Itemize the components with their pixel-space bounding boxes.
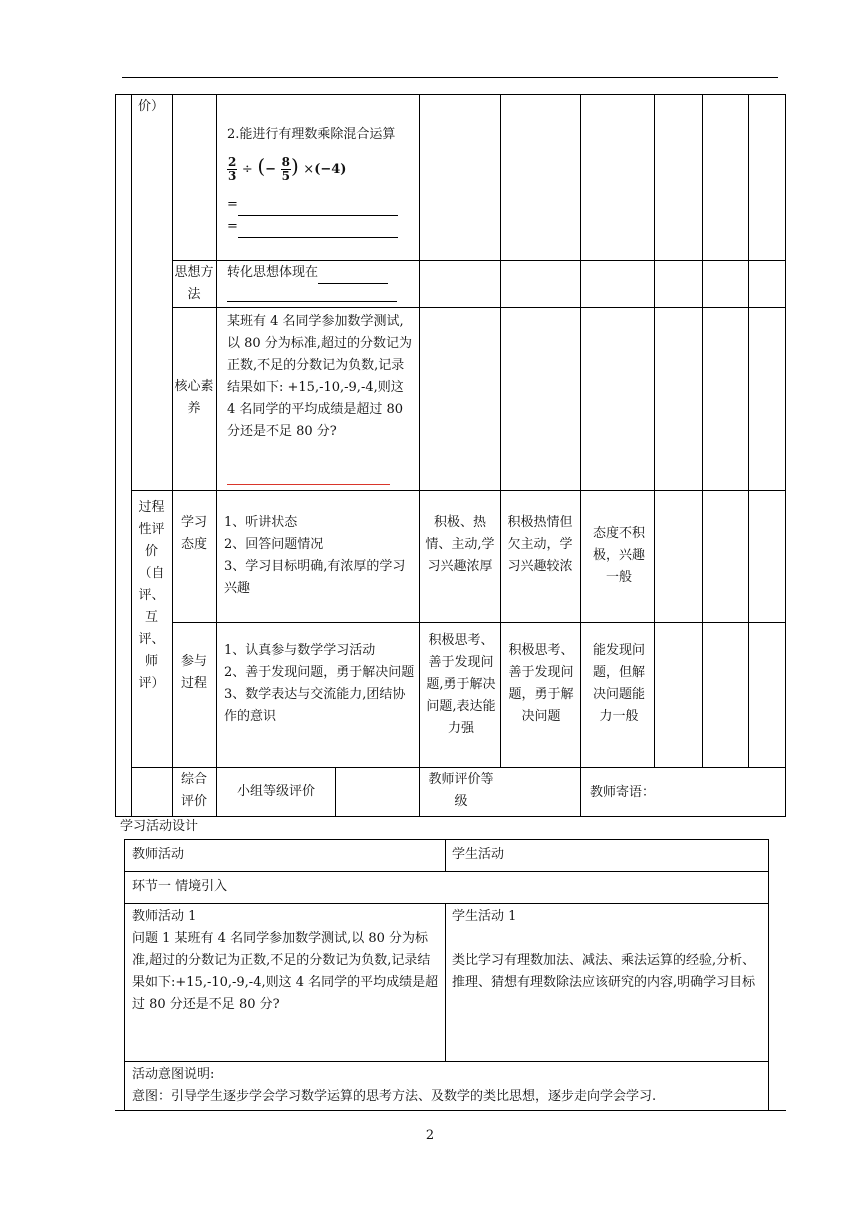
row5-content: 1、认真参与数学学习活动 2、善于发现问题，勇于解决问题 3、数学表达与交流能力,团结协作的意识 [224,643,415,724]
teacher-activity-title: 教师活动 1 [132,909,197,924]
student-activity-text: 类比学习有理数加法、减法、乘法运算的经验,分析、推理、猜想有理数除法应该研究的内容,明确学习目标 [452,953,756,990]
teacher-activity-text: 问题 1 某班有 4 名同学参加数学测试,以 80 分为标准,超过的分数记为正数,不足的分数记为负数,记录结果如下:+15,-10,-9,-4,则这 4 名同学的平均成绩是超过 80 分还是不足 80 分? [132,931,439,1012]
row3-answer-line [227,484,390,485]
student-activity-title: 学生活动 1 [452,909,517,924]
process-eval-label: 过程性评价（自评、互评、师评） [138,500,165,691]
intent-title: 活动意图说明: [132,1067,215,1082]
header-rule [122,77,778,78]
row4-content: 1、听讲状态 2、回答问题情况 3、学习目标明确,有浓厚的学习兴趣 [224,515,406,596]
row1-line1: 2.能进行有理数乘除混合运算 [227,127,396,142]
page-number: 2 [425,1128,435,1143]
label-overall: 综合评价 [180,772,207,809]
label-learning-attitude: 学习态度 [180,515,207,552]
row4-level-a: 积极、热情、主动,学习兴趣浓厚 [425,515,495,574]
label-participation: 参与过程 [180,654,207,691]
label-thinking-method: 思想方法 [174,265,214,302]
answer-line-1: = [227,194,398,216]
teacher-grade-label: 教师评价等级 [428,772,494,809]
row3-content: 某班有 4 名同学参加数学测试,以 80 分为标准,超过的分数记为正数,不足的分数记为负数,记录结果如下: +15,-10,-9,-4,则这 4 名同学的平均成绩是超过 80 分还是不足 80 分? [227,314,412,439]
col-student-header: 学生活动 [452,847,505,862]
math-expression: $\frac{2}{3}$ ÷ (− $\frac{8}{5}$ ) ×(−4) [228,154,347,183]
row5-level-b: 积极思考、善于发现问题，勇于解决问题 [508,643,574,724]
row2-content: 转化思想体现在 [227,262,412,284]
row4-level-b: 积极热情但欠主动，学习兴趣较浓 [507,515,573,574]
row2-blank-line [227,301,397,302]
teacher-message-label: 教师寄语： [590,785,656,800]
stage-1-title: 环节一 情境引入 [132,879,228,894]
group-grade-label: 小组等级评价 [236,784,315,799]
activity-section-title: 学习活动设计 [120,819,199,834]
row5-level-c: 能发现问题，但解决问题能力一般 [592,643,645,724]
label-core-literacy: 核心素养 [174,379,214,416]
row4-level-c: 态度不积极，兴趣一般 [592,526,645,585]
col-teacher-header: 教师活动 [132,847,185,862]
intent-text: 意图：引导学生逐步学会学习数学运算的思考方法、及数学的类比思想，逐步走向学会学习. [132,1089,657,1104]
row1-left-label: 价） [138,99,165,114]
answer-line-2: = [227,216,398,238]
row5-level-a: 积极思考、善于发现问题,勇于解决问题,表达能力强 [426,633,496,736]
